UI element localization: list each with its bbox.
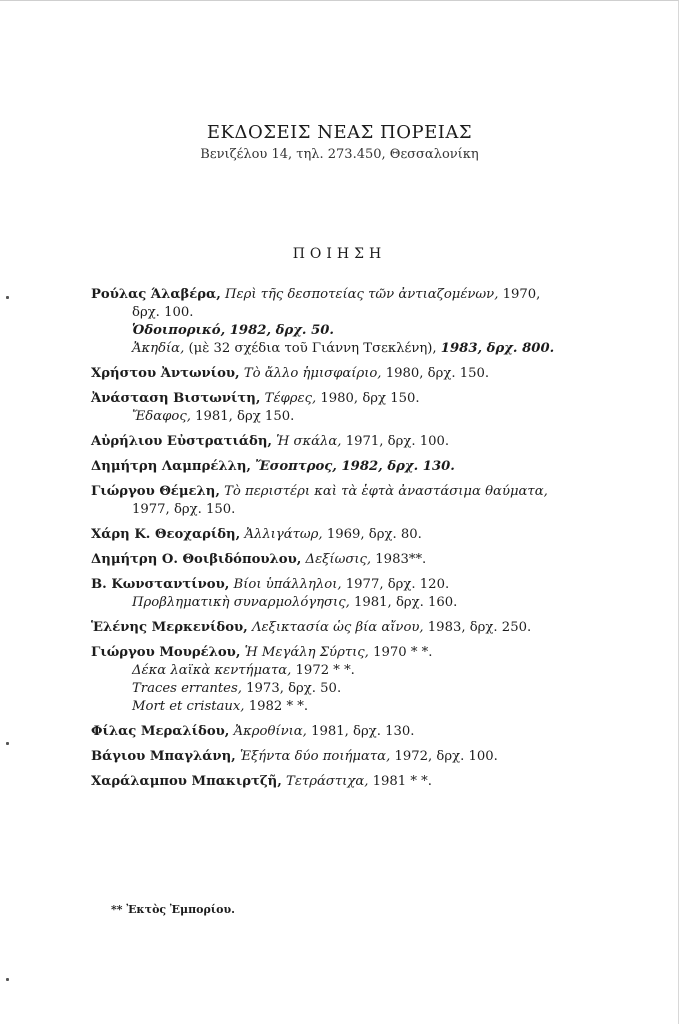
- margin-mark: [6, 296, 9, 299]
- book-details: 1977, δρχ. 150.: [132, 502, 236, 517]
- book-title: Δέκα λαϊκὰ κεντήματα,: [132, 663, 292, 678]
- book-title: Ὁδοιπορικό, 1982, δρχ. 50.: [132, 323, 335, 338]
- book-details: 1981, δρχ 150.: [195, 409, 295, 424]
- book-details: 1977, δρχ. 120.: [345, 577, 450, 592]
- margin-mark: [6, 978, 9, 981]
- book-details: 1980, δρχ. 150.: [385, 366, 490, 381]
- author-name: Γιώργου Θέμελη,: [91, 484, 220, 499]
- catalog-entry: [91, 526, 591, 544]
- author-name: Ἑλένης Μερκενίδου,: [91, 620, 248, 635]
- book-title: Ἔδαφος,: [132, 409, 191, 424]
- author-name: Χαράλαμπου Μπακιρτζῆ,: [91, 774, 282, 789]
- author-name: Δημήτρη Λαμπρέλλη,: [91, 459, 252, 474]
- book-title: Ἀκροθίνια,: [233, 724, 307, 739]
- book-title: Τὸ ἄλλο ἡμισφαίριο,: [243, 366, 382, 381]
- catalog-entry: [91, 458, 591, 476]
- author-name: Γιώργου Μουρέλου,: [91, 645, 241, 660]
- catalog-entry: [91, 365, 591, 383]
- book-details: 1970,: [502, 287, 541, 302]
- book-details: 1981 * *.: [372, 774, 432, 789]
- book-title: Ἡ σκάλα,: [276, 434, 342, 449]
- book-title: Δεξίωσις,: [305, 552, 372, 567]
- book-title: Traces errantes,: [132, 681, 242, 696]
- book-title: Ἡ Μεγάλη Σύρτις,: [244, 645, 369, 660]
- catalog-entry: [91, 390, 591, 426]
- catalog-entry: [91, 723, 591, 741]
- section-title: ΠΟΙΗΣΗ: [292, 246, 387, 262]
- author-name: Ἀνάσταση Βιστωνίτη,: [91, 391, 261, 406]
- book-details: 1973, δρχ. 50.: [246, 681, 342, 696]
- margin-mark: [6, 742, 9, 745]
- book-title: Ἑξήντα δύο ποιήματα,: [239, 749, 391, 764]
- book-details: 1981, δρχ. 160.: [354, 595, 458, 610]
- book-details: 1972, δρχ. 100.: [394, 749, 498, 764]
- book-note: (μὲ 32 σχέδια τοῦ Γιάννη Τσεκλένη),: [188, 341, 437, 356]
- book-title: Προβληματικὴ συναρμολόγησις,: [132, 595, 350, 610]
- catalog-entry: [91, 773, 591, 791]
- author-name: Χρήστου Ἀντωνίου,: [91, 366, 240, 381]
- author-name: Βάγιου Μπαγλάνη,: [91, 749, 236, 764]
- catalog-entry: [91, 551, 591, 569]
- catalog-entry: [91, 286, 591, 358]
- book-details: 1971, δρχ. 100.: [345, 434, 450, 449]
- book-details: 1969, δρχ. 80.: [326, 527, 422, 542]
- catalog-entry: [91, 433, 591, 451]
- catalog-entry: [91, 644, 591, 716]
- book-title: Mort et cristaux,: [132, 699, 245, 714]
- catalog-entry: [91, 619, 591, 637]
- book-details: 1983, δρχ. 250.: [427, 620, 532, 635]
- book-details: 1983**.: [375, 552, 427, 567]
- publisher-address: Βενιζέλου 14, τηλ. 273.450, Θεσσαλονίκη: [200, 147, 479, 162]
- catalog-list: [91, 286, 591, 798]
- book-title: Βίοι ὑπάλληλοι,: [233, 577, 342, 592]
- book-title: Ἀκηδία,: [132, 341, 185, 356]
- book-details: 1981, δρχ. 130.: [311, 724, 415, 739]
- book-details: 1970 * *.: [373, 645, 433, 660]
- catalog-entry: [91, 576, 591, 612]
- book-title: Ἀλλιγάτωρ,: [244, 527, 323, 542]
- footnote: ** Ἐκτὸς Ἐμπορίου.: [111, 903, 235, 916]
- catalog-entry: [91, 748, 591, 766]
- author-name: Β. Κωνσταντίνου,: [91, 577, 230, 592]
- book-title: Περὶ τῆς δεσποτείας τῶν ἀντιαζομένων,: [225, 287, 499, 302]
- author-name: Δημήτρη Ο. Θοιβιδόπουλου,: [91, 552, 302, 567]
- book-title: Τετράστιχα,: [286, 774, 369, 789]
- author-name: Αὐρήλιου Εὐστρατιάδη,: [91, 434, 272, 449]
- book-title: Τέφρες,: [264, 391, 317, 406]
- author-name: Φίλας Μεραλίδου,: [91, 724, 230, 739]
- book-details: 1980, δρχ 150.: [320, 391, 420, 406]
- catalog-entry: [91, 483, 591, 519]
- book-title: Λεξικτασία ὡς βία αἴνου,: [251, 620, 424, 635]
- book-details: 1983, δρχ. 800.: [440, 341, 555, 356]
- book-details: δρχ. 100.: [132, 305, 194, 320]
- author-name: Ρούλας Άλαβέρα,: [91, 287, 221, 302]
- book-details: 1972 * *.: [295, 663, 355, 678]
- book-details: 1982 * *.: [248, 699, 309, 714]
- publisher-title: ΕΚΔΟΣΕΙΣ ΝΕΑΣ ΠΟΡΕΙΑΣ: [206, 122, 473, 143]
- book-title: Τὸ περιστέρι καὶ τὰ ἑφτὰ ἀναστάσιμα θαύματα,: [224, 484, 548, 499]
- book-title: Ἔσοπτρος, 1982, δρχ. 130.: [255, 459, 455, 474]
- author-name: Χάρη Κ. Θεοχαρίδη,: [91, 527, 241, 542]
